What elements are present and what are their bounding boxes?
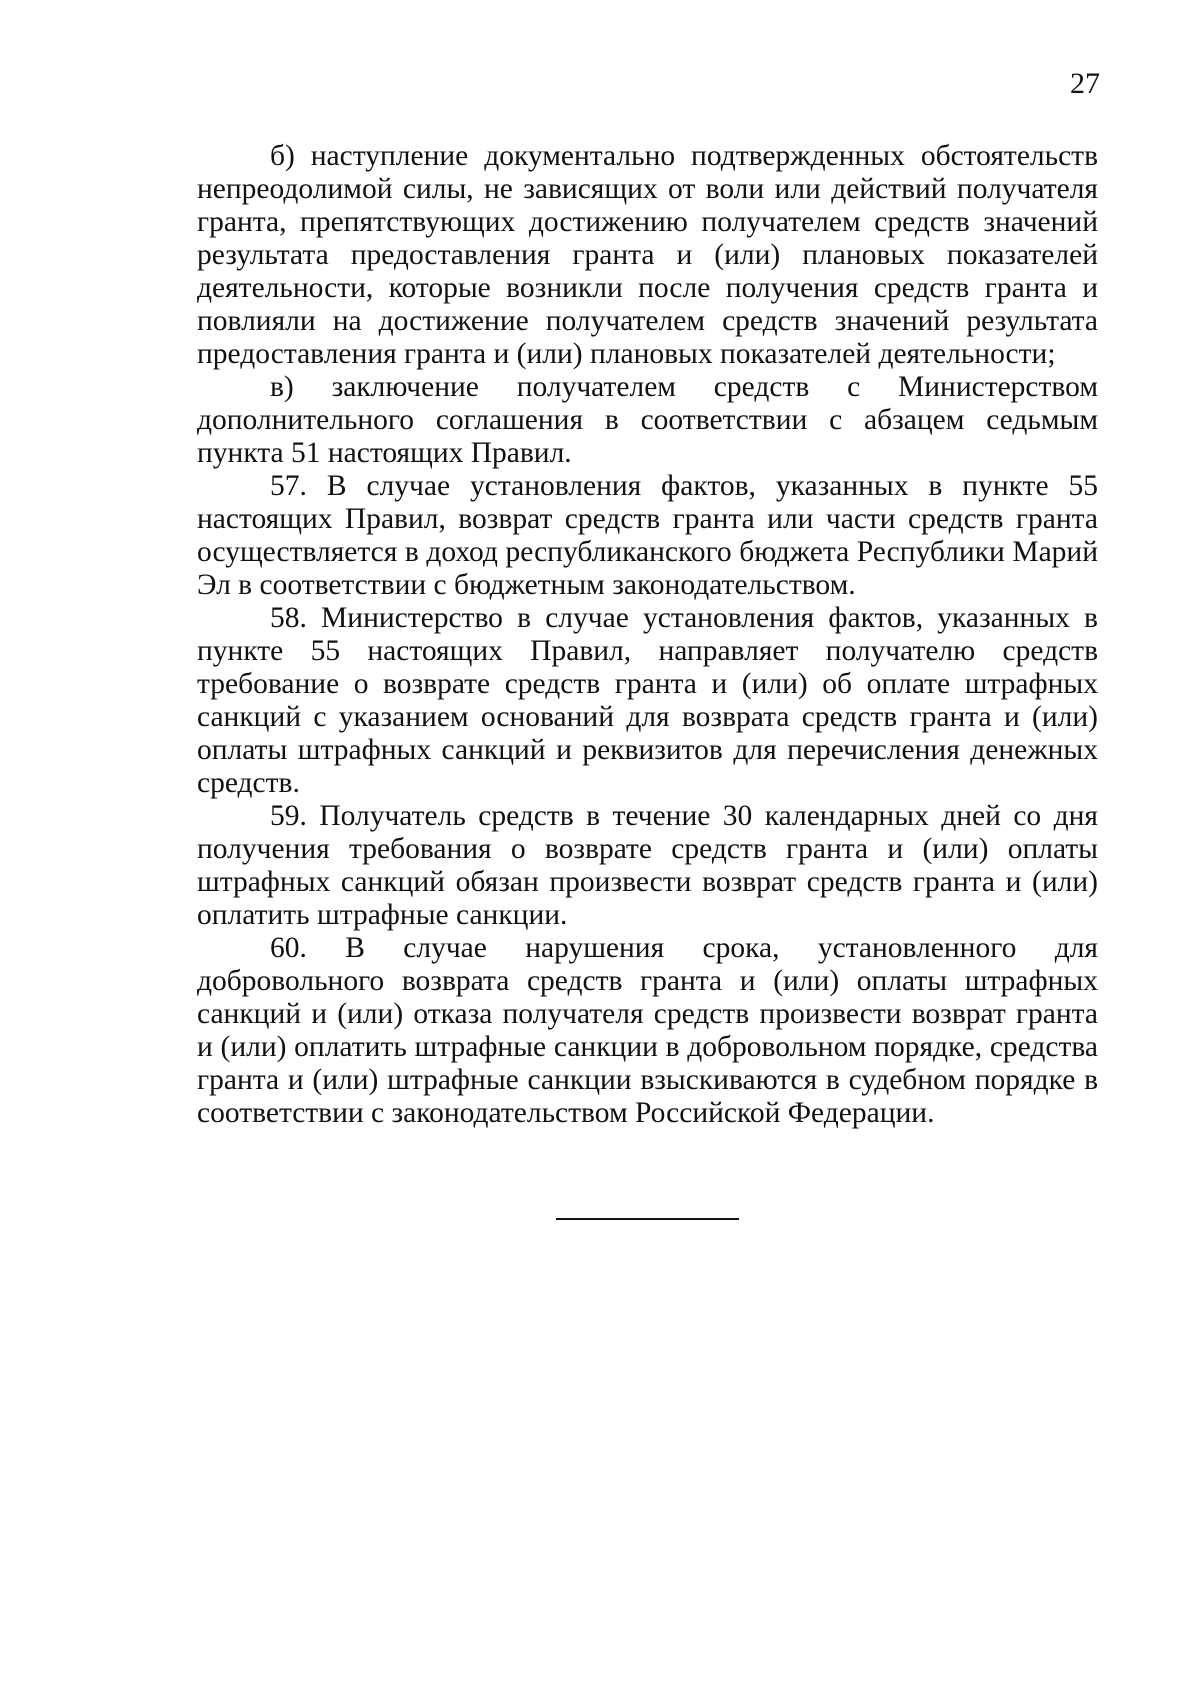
paragraph-58: 58. Министерство в случае установления фактов, указанных в пункте 55 настоящих Правил, направляет получателю средств требование о возврате средств гранта и (или) об оплате штрафных санкций с указанием оснований для возврата средств гранта и (или) оплаты штрафных санкций и реквизитов для перечисления денежных средств. (197, 602, 1098, 799)
paragraph-60: 60. В случае нарушения срока, установленного для добровольного возврата средств гранта и (или) оплаты штрафных санкций и (или) отказа получателя средств произвести возврат гранта и (или) оплатить штрафные санкции в добровольном порядке, средства гранта и (или) штрафные санкции взыскиваются в судебном порядке в соответствии с законодательством Российской Федерации. (197, 932, 1098, 1129)
paragraph-57: 57. В случае установления фактов, указанных в пункте 55 настоящих Правил, возврат средств гранта или части средств гранта осуществляется в доход республиканского бюджета Республики Марий Эл в соответствии с бюджетным законодательством. (197, 470, 1098, 601)
paragraph-59: 59. Получатель средств в течение 30 календарных дней со дня получения требования о возврате средств гранта и (или) оплаты штрафных санкций обязан произвести возврат средств гранта и (или) оплатить штрафные санкции. (197, 800, 1098, 931)
end-of-document-rule (556, 1218, 739, 1220)
document-body (197, 140, 1098, 1130)
page-number: 27 (1070, 67, 1100, 100)
paragraph-item-v: в) заключение получателем средств с Министерством дополнительного соглашения в соответствии с абзацем седьмым пункта 51 настоящих Правил. (197, 371, 1098, 469)
paragraph-item-b: б) наступление документально подтвержденных обстоятельств непреодолимой силы, не зависящих от воли или действий получателя гранта, препятствующих достижению получателем средств значений результата предоставления гранта и (или) плановых показателей деятельности, которые возникли после получения средств гранта и повлияли на достижение получателем средств значений результата предоставления гранта и (или) плановых показателей деятельности; (197, 140, 1098, 370)
